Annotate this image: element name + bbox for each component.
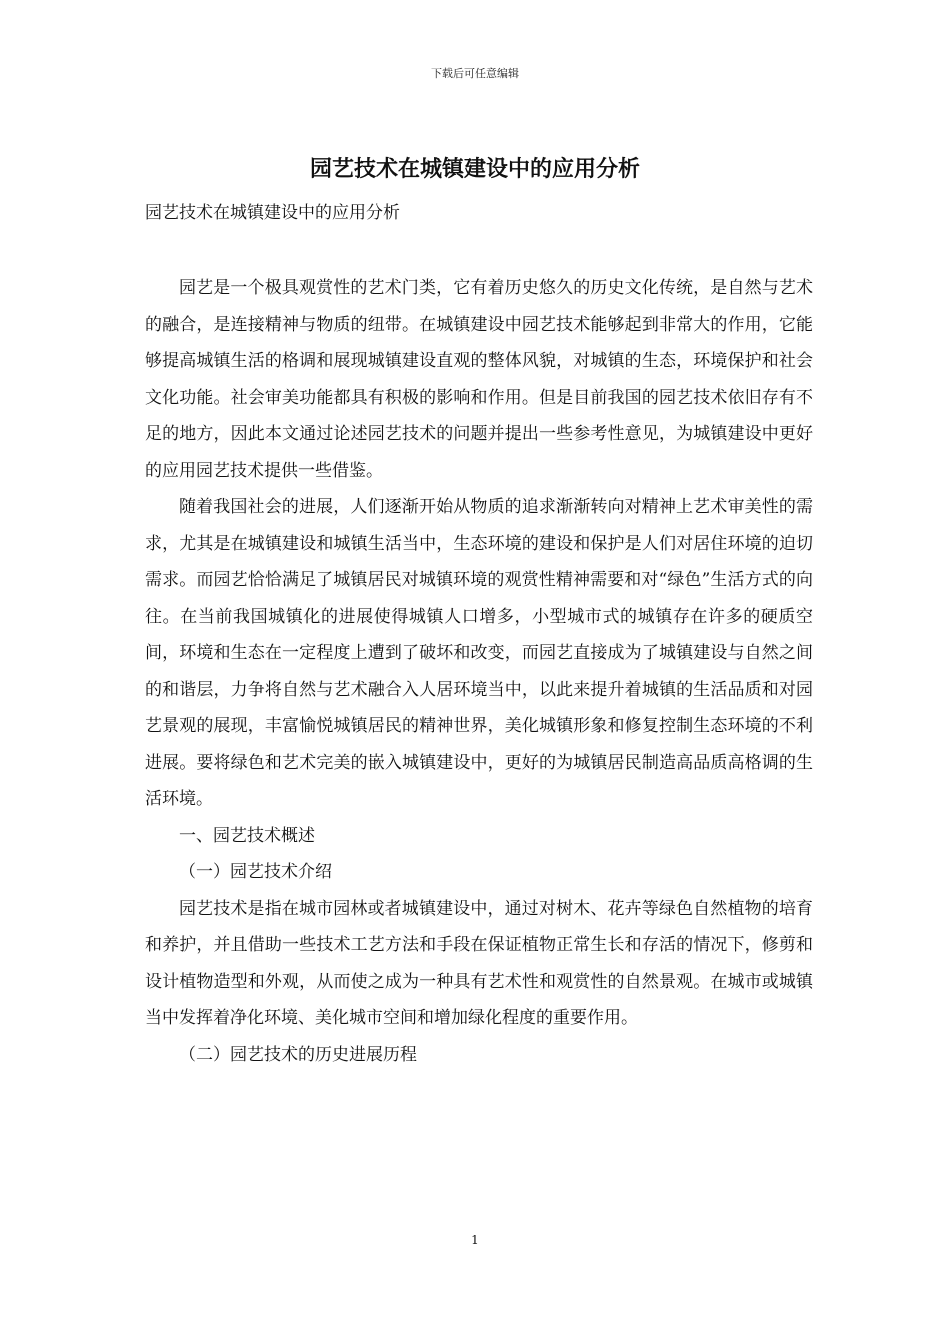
document-body [145,270,813,1073]
paragraph-intro: 园艺是一个极具观赏性的艺术门类，它有着历史悠久的历史文化传统，是自然与艺术的融合，是连接精神与物质的纽带。在城镇建设中园艺技术能够起到非常大的作用，它能够提高城镇生活的格调和展现城镇建设直观的整体风貌，对城镇的生态，环境保护和社会文化功能。社会审美功能都具有积极的影响和作用。但是目前我国的园艺技术依旧存有不足的地方，因此本文通过论述园艺技术的问题并提出一些参考性意见，为城镇建设中更好的应用园艺技术提供一些借鉴。 [145,278,813,481]
document-title: 园艺技术在城镇建设中的应用分析 [309,156,640,182]
page-number: 1 [471,1233,479,1247]
subsection-heading-2: （二）园艺技术的历史进展历程 [179,1044,417,1065]
page-header: 下载后可任意编辑 [431,67,519,80]
document-subtitle: 园艺技术在城镇建设中的应用分析 [145,203,400,223]
paragraph-background: 随着我国社会的进展，人们逐渐开始从物质的追求渐渐转向对精神上艺术审美性的需求，尤其是在城镇建设和城镇生活当中，生态环境的建设和保护是人们对居住环境的迫切需求。而园艺恰恰满足了城镇居民对城镇环境的观赏性精神需要和对“绿色”生活方式的向往。在当前我国城镇化的进展使得城镇人口增多，小型城市式的城镇存在许多的硬质空间，环境和生态在一定程度上遭到了破坏和改变，而园艺直接成为了城镇建设与自然之间的和谐层，力争将自然与艺术融合入人居环境当中，以此来提升着城镇的生活品质和对园艺景观的展现，丰富愉悦城镇居民的精神世界，美化城镇形象和修复控制生态环境的不利进展。要将绿色和艺术完美的嵌入城镇建设中，更好的为城镇居民制造高品质高格调的生活环境。 [145,497,813,809]
paragraph-definition: 园艺技术是指在城市园林或者城镇建设中，通过对树木、花卉等绿色自然植物的培育和养护，并且借助一些技术工艺方法和手段在保证植物正常生长和存活的情况下，修剪和设计植物造型和外观，从而使之成为一种具有艺术性和观赏性的自然景观。在城市或城镇当中发挥着净化环境、美化城市空间和增加绿化程度的重要作用。 [145,898,813,1028]
subsection-heading-1: （一）园艺技术介绍 [179,862,332,882]
section-heading-1: 一、园艺技术概述 [179,825,315,846]
